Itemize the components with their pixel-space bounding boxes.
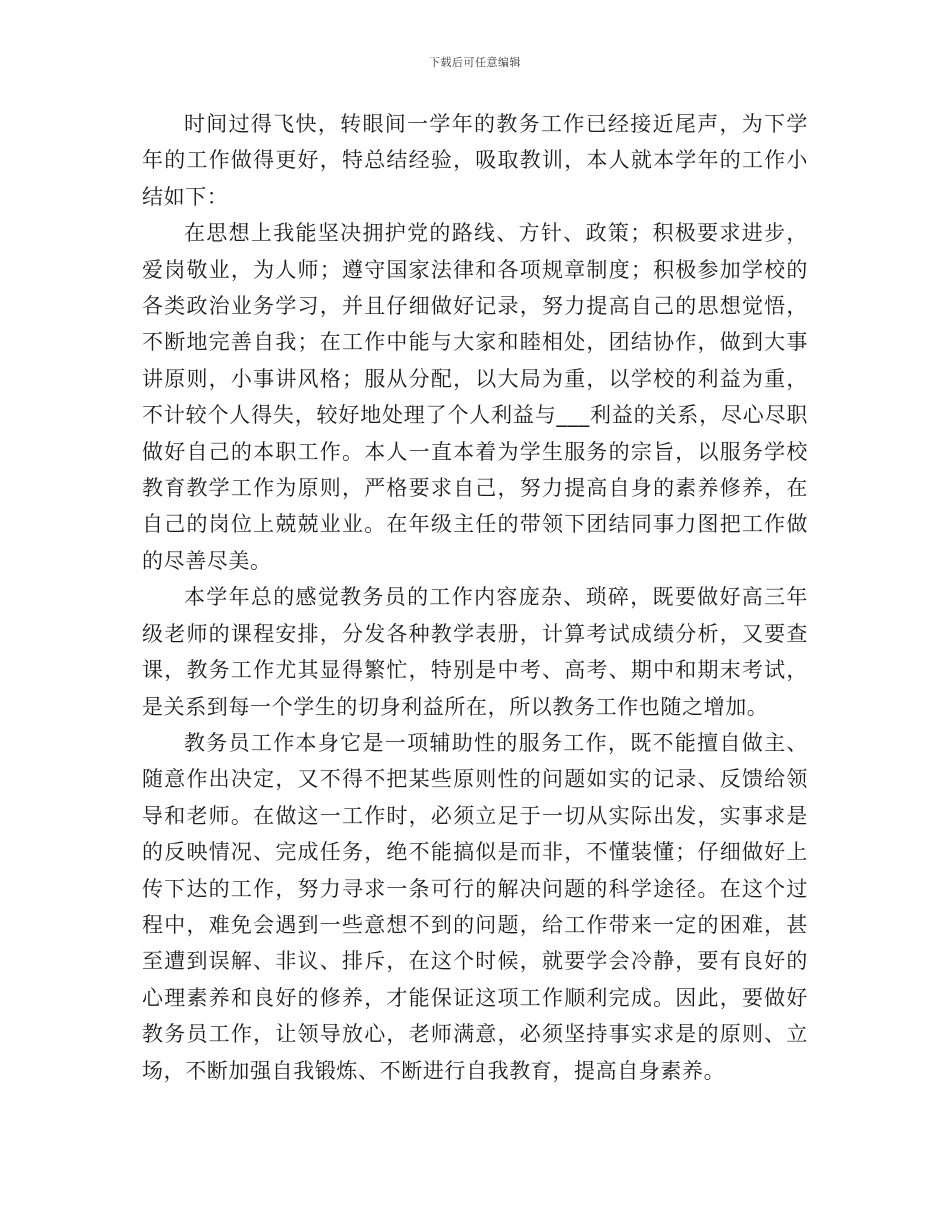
paragraph-intro: 时间过得飞快，转眼间一学年的教务工作已经接近尾声，为下学年的工作做得更好，特总结经验，吸取教训，本人就本学年的工作小结如下： xyxy=(142,112,808,209)
document-body xyxy=(142,106,808,1089)
paragraph-ideology: 在思想上我能坚决拥护党的路线、方针、政策；积极要求进步，爱岗敬业，为人师；遵守国家法律和各项规章制度；积极参加学校的各类政治业务学习，并且仔细做好记录，努力提高自己的思想觉悟，不断地完善自我；在工作中能与大家和睦相处，团结协作，做到大事讲原则，小事讲风格；服从分配，以大局为重，以学校的利益为重，不计较个人得失，较好地处理了个人利益与___利益的关系，尽心尽职做好自己的本职工作。本人一直本着为学生服务的宗旨，以服务学校教育教学工作为原则，严格要求自己，努力提高自身的素养修养，在自己的岗位上兢兢业业。在年级主任的带领下团结同事力图把工作做的尽善尽美。 xyxy=(142,221,808,573)
download-note: 下载后可任意编辑 xyxy=(429,56,521,69)
paragraph-workload: 本学年总的感觉教务员的工作内容庞杂、琐碎，既要做好高三年级老师的课程安排，分发各种教学表册，计算考试成绩分析，又要查课，教务工作尤其显得繁忙，特别是中考、高考、期中和期末考试，是关系到每一个学生的切身利益所在，所以教务工作也随之增加。 xyxy=(142,585,808,719)
paragraph-role: 教务员工作本身它是一项辅助性的服务工作，既不能擅自做主、随意作出决定，又不得不把某些原则性的问题如实的记录、反馈给领导和老师。在做这一工作时，必须立足于一切从实际出发，实事求是的反映情况、完成任务，绝不能搞似是而非，不懂装懂；仔细做好上传下达的工作，努力寻求一条可行的解决问题的科学途径。在这个过程中，难免会遇到一些意想不到的问题，给工作带来一定的困难，甚至遭到误解、非议、排斥，在这个时候，就要学会冷静，要有良好的心理素养和良好的修养，才能保证这项工作顺利完成。因此，要做好教务员工作，让领导放心，老师满意，必须坚持事实求是的原则、立场，不断加强自我锻炼、不断进行自我教育，提高自身素养。 xyxy=(142,730,808,1083)
